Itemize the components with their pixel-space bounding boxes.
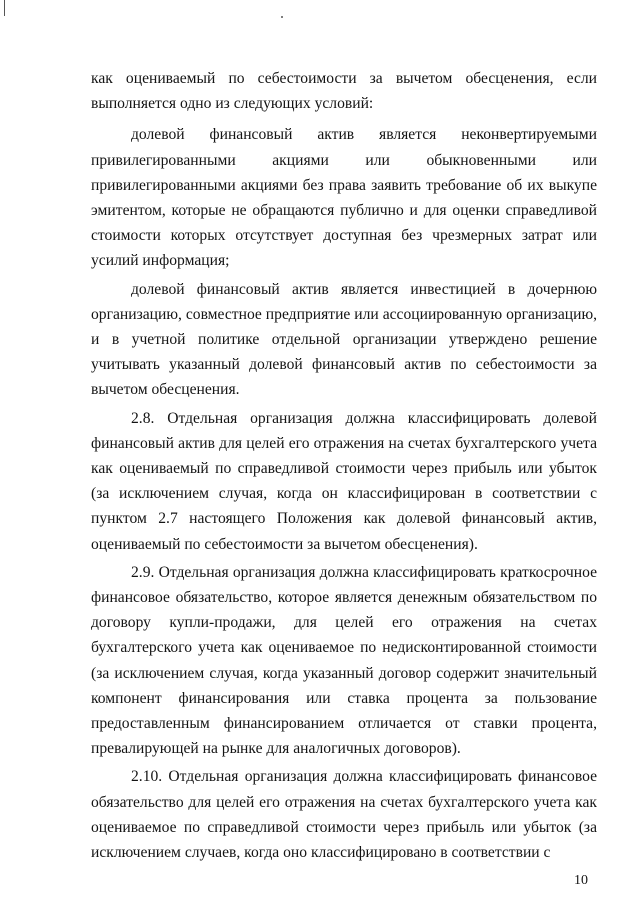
paragraph-intro-continuation: как оцениваемый по себестоимости за вычетом обесценения, если выполняется одно из следующих условий:	[91, 70, 597, 113]
scan-margin-mark	[4, 0, 5, 16]
paragraph-2-9: 2.9. Отдельная организация должна классифицировать краткосрочное финансовое обязательство, которое является денежным обязательством по договору купли-продажи, для целей его отражения на счетах бухгалтерского учета как оцениваемое по недисконтированной стоимости (за исключением случая, когда указанный договор содержит значительный компонент финансирования или ставка процента за пользование предоставленным финансированием отличается от ставки процента, превалирующей на рынке для аналогичных договоров).	[91, 563, 597, 758]
paragraph-condition-2: долевой финансовый актив является инвестицией в дочернюю организацию, совместное предприятие или ассоциированную организацию, и в учетной политике отдельной организации утверждено решение учитывать указанный долевой финансовый актив по себестоимости за вычетом обесценения.	[91, 280, 597, 399]
paragraph-condition-1: долевой финансовый актив является неконвертируемыми привилегированными акциями или обыкновенными или привилегированными акциями без права заявить требование об их выкупе эмитентом, которые не обращаются публично и для оценки справедливой стоимости которых отсутствует доступная без чрезмерных затрат или усилий информация;	[91, 126, 597, 270]
paragraph-2-10: 2.10. Отдельная организация должна классифицировать финансовое обязательство для целей его отражения на счетах бухгалтерского учета как оцениваемое по справедливой стоимости через прибыль или убыток (за исключением случаев, когда оно классифицировано в соответствии с	[91, 768, 597, 862]
document-body	[91, 66, 597, 865]
page-number: 10	[574, 873, 588, 888]
paragraph-2-8: 2.8. Отдельная организация должна классифицировать долевой финансовый актив для целей его отражения на счетах бухгалтерского учета как оцениваемый по справедливой стоимости через прибыль или убыток (за исключением случая, когда он классифицирован в соответствии с пунктом 2.7 настоящего Положения как долевой финансовый актив, оцениваемый по себестоимости за вычетом обесценения).	[91, 409, 597, 553]
scan-dot-mark	[281, 16, 283, 18]
